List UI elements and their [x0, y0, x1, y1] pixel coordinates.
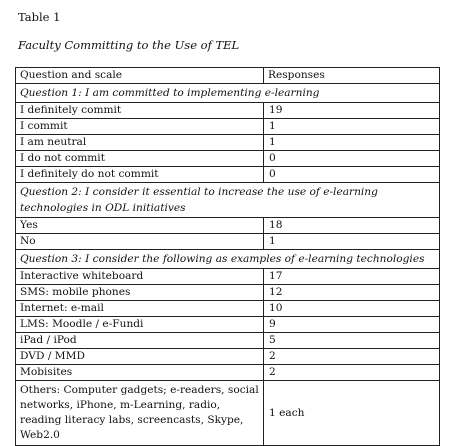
row-value: 17 — [264, 269, 440, 285]
table-row — [16, 317, 440, 333]
row-label: Yes — [16, 218, 264, 234]
section-row — [16, 84, 440, 103]
row-value: 0 — [264, 151, 440, 167]
table-header-row — [16, 68, 440, 84]
row-value: 1 — [264, 119, 440, 135]
row-label: I do not commit — [16, 151, 264, 167]
table-row — [16, 285, 440, 301]
table-row — [16, 167, 440, 183]
question-3-heading: Question 3: I consider the following as examples of e-learning technologies — [16, 250, 440, 269]
table-row — [16, 103, 440, 119]
row-label: I definitely do not commit — [16, 167, 264, 183]
row-label: Interactive whiteboard — [16, 269, 264, 285]
row-value: 2 — [264, 365, 440, 381]
row-label: LMS: Moodle / e-Fundi — [16, 317, 264, 333]
table-row — [16, 349, 440, 365]
row-label: Mobisites — [16, 365, 264, 381]
table-row — [16, 135, 440, 151]
row-label: No — [16, 234, 264, 250]
header-question-and-scale: Question and scale — [16, 68, 264, 84]
table-row — [16, 333, 440, 349]
row-value: 10 — [264, 301, 440, 317]
row-value: 0 — [264, 167, 440, 183]
row-value: 9 — [264, 317, 440, 333]
table-number: Table 1 — [18, 10, 61, 24]
row-label: iPad / iPod — [16, 333, 264, 349]
question-1-heading: Question 1: I am committed to implementing e-learning — [16, 84, 440, 103]
row-value: 2 — [264, 349, 440, 365]
question-2-heading: Question 2: I consider it essential to increase the use of e-learning technologies in ODL initiatives — [16, 183, 440, 218]
row-value: 1 — [264, 135, 440, 151]
row-value: 1 each — [264, 381, 440, 446]
table-row — [16, 365, 440, 381]
row-value: 18 — [264, 218, 440, 234]
table-row — [16, 218, 440, 234]
table-row — [16, 381, 440, 446]
table-row — [16, 301, 440, 317]
table-row — [16, 119, 440, 135]
row-value: 1 — [264, 234, 440, 250]
row-label: I definitely commit — [16, 103, 264, 119]
row-label: SMS: mobile phones — [16, 285, 264, 301]
row-value: 19 — [264, 103, 440, 119]
row-label: I am neutral — [16, 135, 264, 151]
header-responses: Responses — [264, 68, 440, 84]
table-title: Faculty Committing to the Use of TEL — [18, 38, 240, 52]
section-row — [16, 183, 440, 218]
row-value: 12 — [264, 285, 440, 301]
table-row — [16, 234, 440, 250]
row-label: Others: Computer gadgets; e-readers, social networks, iPhone, m-Learning, radio, reading literacy labs, screencasts, Skype, Web2.0 — [16, 381, 264, 446]
table-row — [16, 269, 440, 285]
row-label: DVD / MMD — [16, 349, 264, 365]
row-value: 5 — [264, 333, 440, 349]
row-label: I commit — [16, 119, 264, 135]
table-row — [16, 151, 440, 167]
section-row — [16, 250, 440, 269]
row-label: Internet: e-mail — [16, 301, 264, 317]
faculty-tel-table — [15, 67, 440, 446]
